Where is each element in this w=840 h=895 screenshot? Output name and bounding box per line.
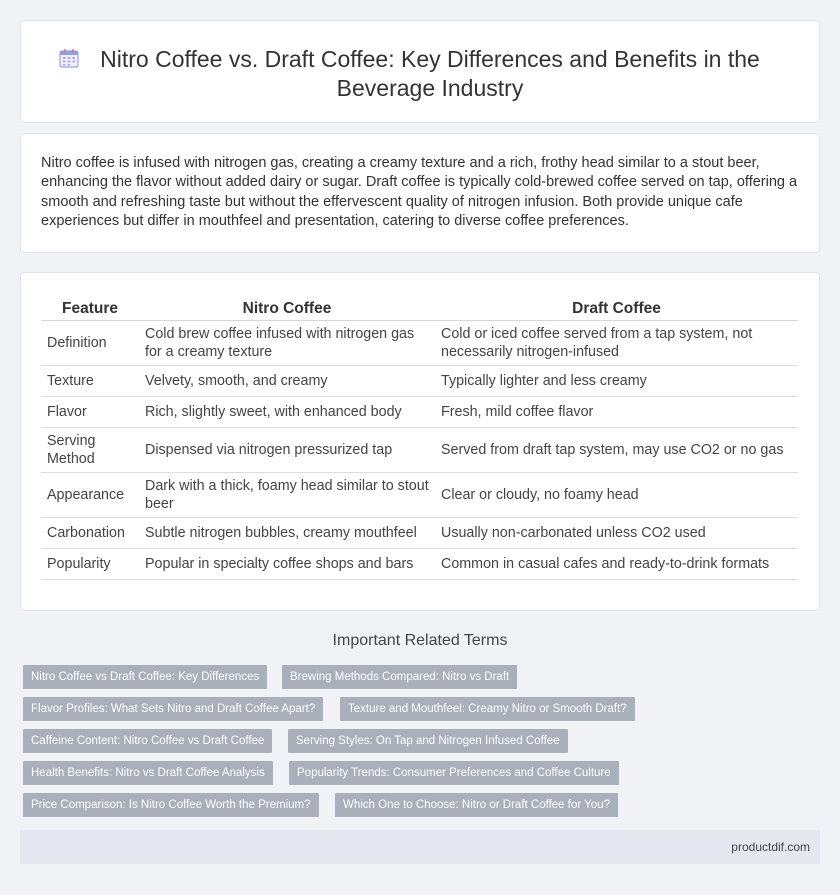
row-nitro: Dark with a thick, foamy head similar to stout beer (139, 472, 435, 517)
header-feature: Feature (41, 293, 139, 320)
header-nitro: Nitro Coffee (139, 293, 435, 320)
table-row (41, 320, 798, 365)
row-draft: Clear or cloudy, no foamy head (435, 472, 798, 517)
related-tag[interactable]: Brewing Methods Compared: Nitro vs Draft (282, 665, 517, 689)
table-row (41, 517, 798, 548)
footer (20, 830, 820, 864)
table-row (41, 427, 798, 472)
intro-card (20, 133, 820, 253)
table-row (41, 472, 798, 517)
row-nitro: Velvety, smooth, and creamy (139, 365, 435, 396)
row-draft: Usually non-carbonated unless CO2 used (435, 517, 798, 548)
comparison-card (20, 272, 820, 611)
row-nitro: Subtle nitrogen bubbles, creamy mouthfeel (139, 517, 435, 548)
row-draft: Served from draft tap system, may use CO2 or no gas (435, 427, 798, 472)
row-feature: Serving Method (41, 427, 139, 472)
related-tag[interactable]: Nitro Coffee vs Draft Coffee: Key Differences (23, 665, 267, 689)
row-feature: Definition (41, 320, 139, 365)
related-tag[interactable]: Texture and Mouthfeel: Creamy Nitro or Smooth Draft? (340, 697, 635, 721)
row-feature: Popularity (41, 548, 139, 579)
row-nitro: Popular in specialty coffee shops and bars (139, 548, 435, 579)
row-nitro: Dispensed via nitrogen pressurized tap (139, 427, 435, 472)
related-tag[interactable]: Serving Styles: On Tap and Nitrogen Infused Coffee (288, 729, 568, 753)
row-nitro: Rich, slightly sweet, with enhanced body (139, 396, 435, 427)
related-terms-title: Important Related Terms (332, 632, 508, 649)
table-header-row (41, 293, 798, 320)
row-draft: Fresh, mild coffee flavor (435, 396, 798, 427)
table-row (41, 396, 798, 427)
related-tag[interactable]: Caffeine Content: Nitro Coffee vs Draft Coffee (23, 729, 272, 753)
header-draft: Draft Coffee (435, 293, 798, 320)
intro-text: Nitro coffee is infused with nitrogen gas, creating a creamy texture and a rich, frothy head similar to a stout beer, enhancing the flavor without added dairy or sugar. Draft coffee is typically cold-brewed coffee served on tap, offering a smooth and refreshing taste but without the effervescent quality of nitrogen infusion. Both provide unique cafe experiences but differ in mouthfeel and presentation, catering to diverse coffee preferences. (41, 155, 798, 229)
page-title: Nitro Coffee vs. Draft Coffee: Key Differences and Benefits in the Beverage Industry (100, 46, 760, 101)
row-feature: Carbonation (41, 517, 139, 548)
row-feature: Flavor (41, 396, 139, 427)
row-feature: Texture (41, 365, 139, 396)
header-card (20, 20, 820, 123)
table-row (41, 548, 798, 579)
related-tag[interactable]: Price Comparison: Is Nitro Coffee Worth the Premium? (23, 793, 319, 817)
related-tag[interactable]: Which One to Choose: Nitro or Draft Coffee for You? (335, 793, 618, 817)
row-draft: Typically lighter and less creamy (435, 365, 798, 396)
related-tag[interactable]: Flavor Profiles: What Sets Nitro and Draft Coffee Apart? (23, 697, 323, 721)
comparison-table (41, 293, 798, 580)
related-tag[interactable]: Popularity Trends: Consumer Preferences and Coffee Culture (289, 761, 619, 785)
table-row (41, 365, 798, 396)
row-feature: Appearance (41, 472, 139, 517)
related-tag[interactable]: Health Benefits: Nitro vs Draft Coffee Analysis (23, 761, 273, 785)
row-draft: Common in casual cafes and ready-to-drink formats (435, 548, 798, 579)
footer-site-link[interactable]: productdif.com (731, 840, 810, 854)
row-draft: Cold or iced coffee served from a tap system, not necessarily nitrogen-infused (435, 320, 798, 365)
row-nitro: Cold brew coffee infused with nitrogen gas for a creamy texture (139, 320, 435, 365)
